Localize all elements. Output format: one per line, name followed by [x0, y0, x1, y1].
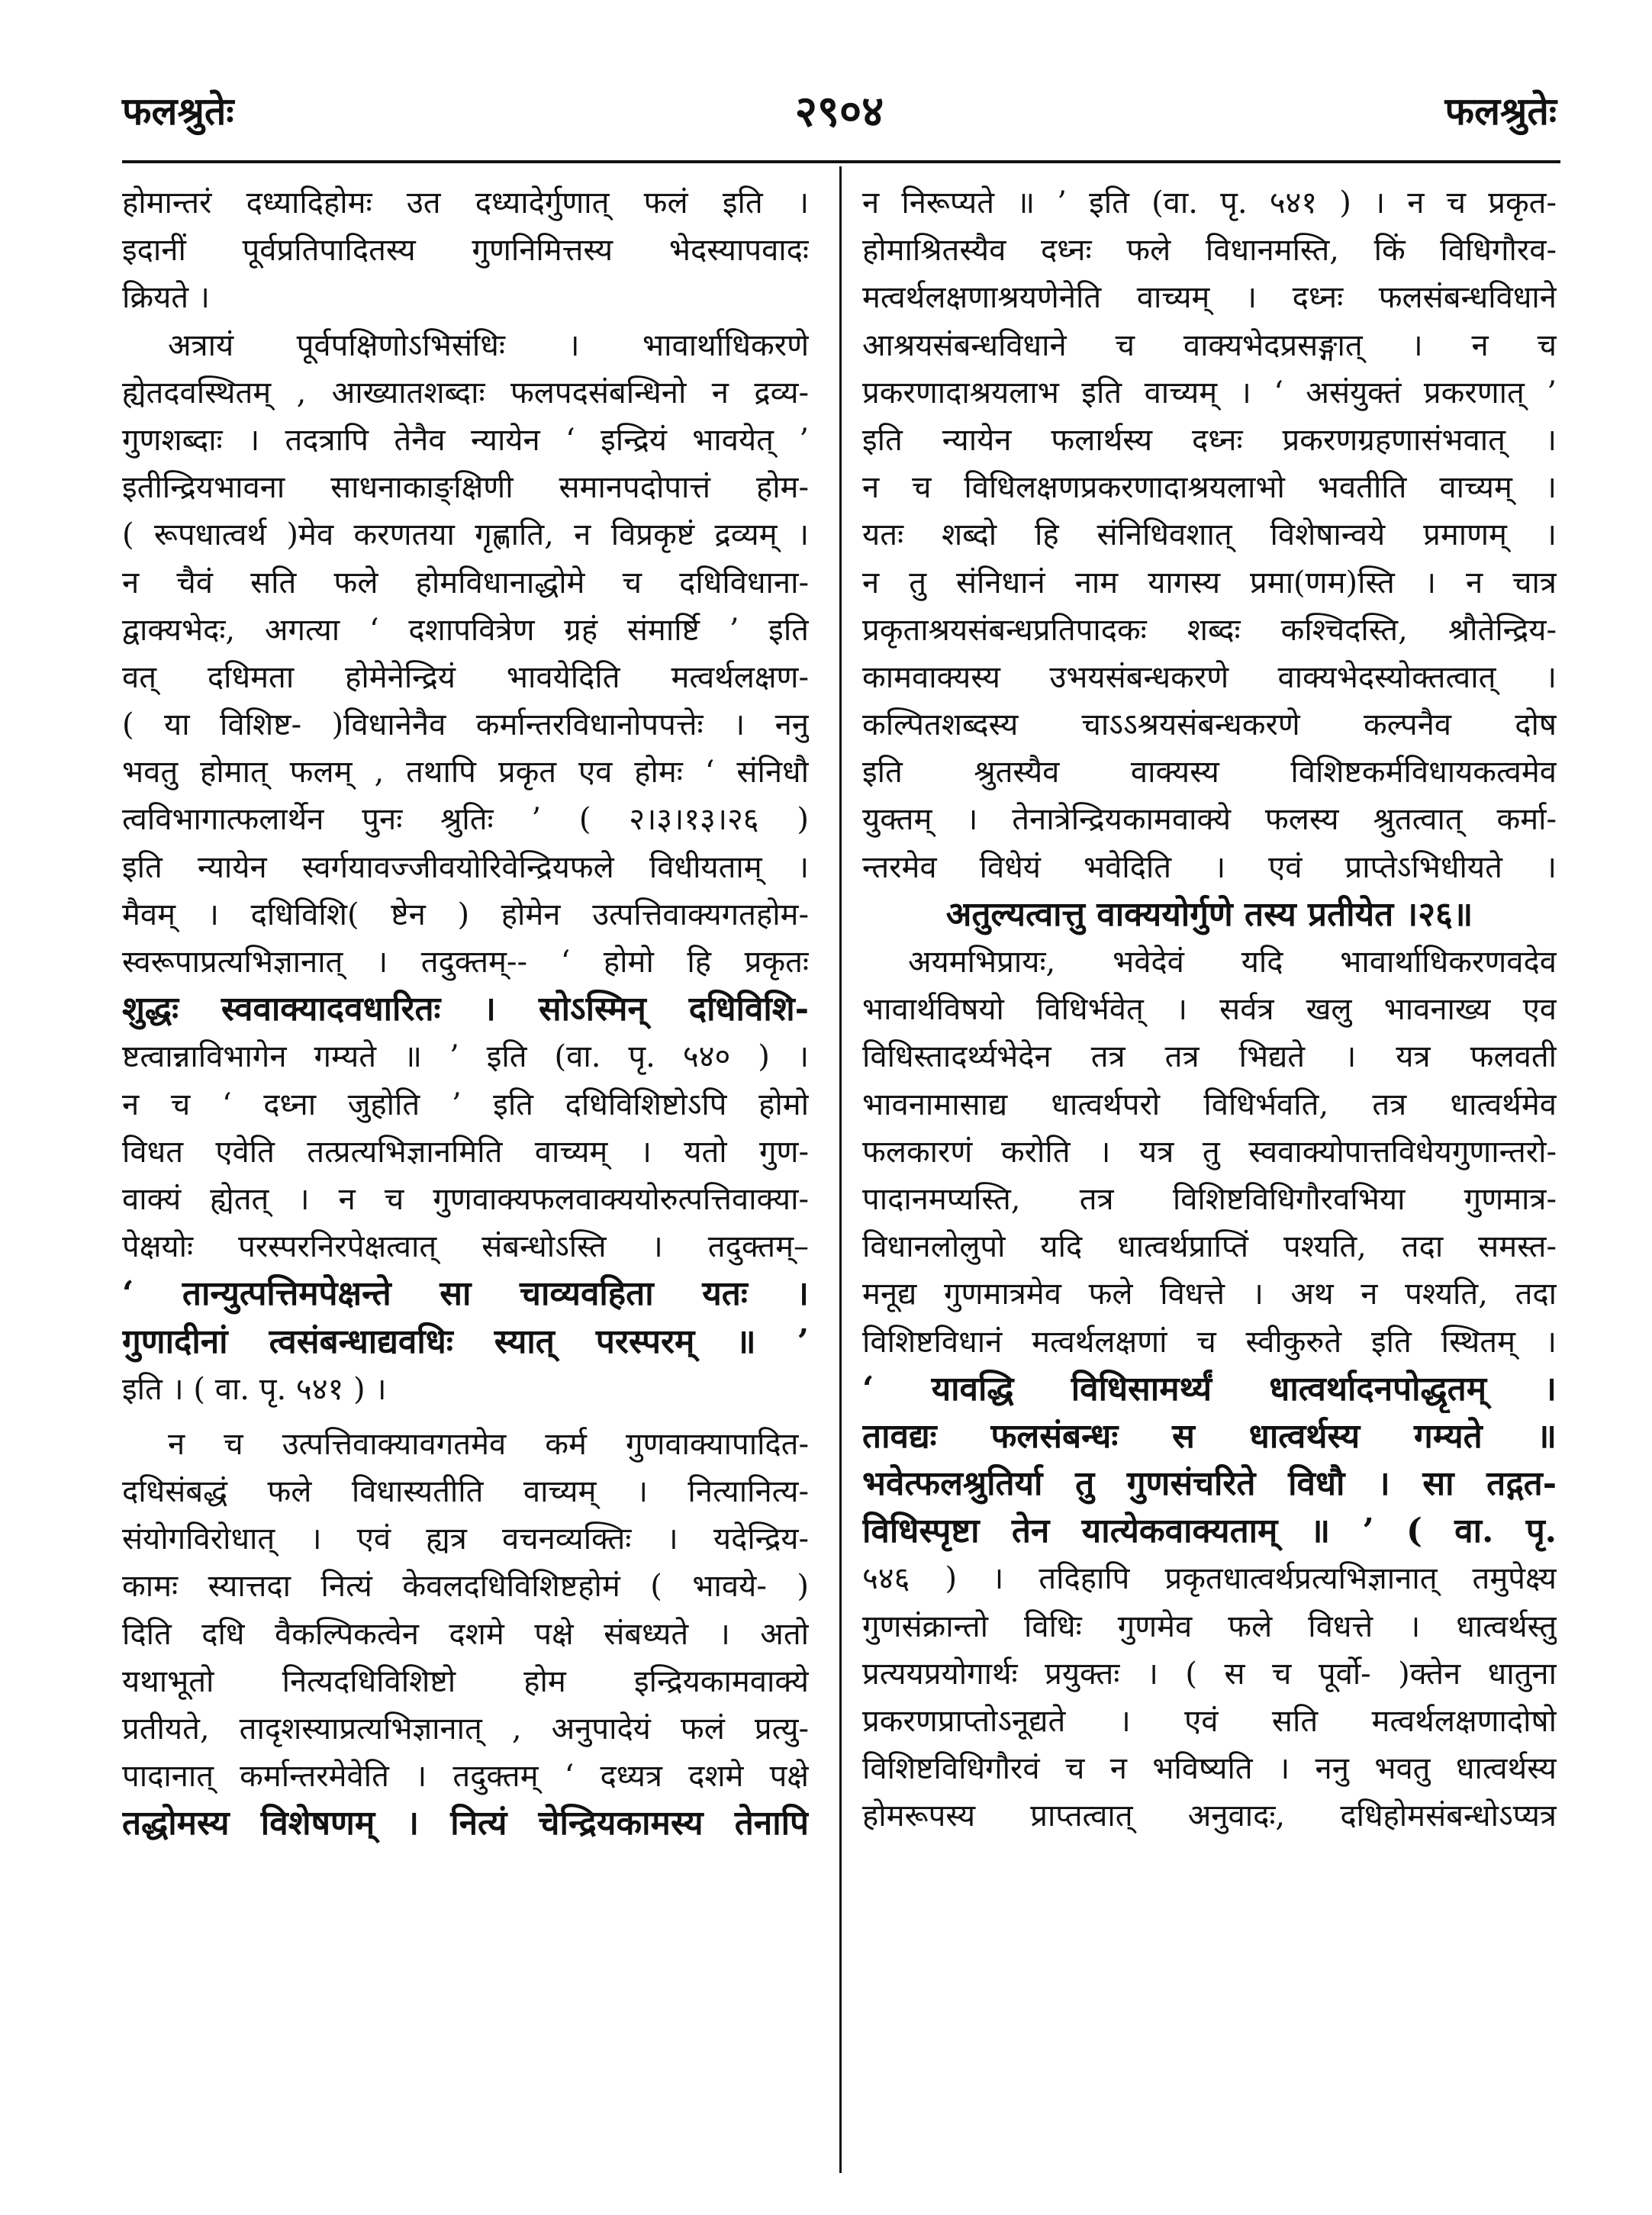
text-line: ‘ यावद्धि विधिसामर्थ्यं धात्वर्थादनपोद्धृतम् । — [862, 1369, 1557, 1409]
text-line: इदानीं पूर्वप्रतिपादितस्य गुणनिमित्तस्य भेदस्यापवादः — [122, 233, 809, 269]
text-line: यतः शब्दो हि संनिधिवशात् विशेषान्वये प्रमाणम् । — [862, 517, 1557, 553]
header-right-title: फलश्रुतेः — [1444, 89, 1557, 134]
text-line: न तु संनिधानं नाम यागस्य प्रमा(णम)स्ति । न चात्र — [862, 565, 1557, 600]
text-line: तावद्यः फलसंबन्धः स धात्वर्थस्य गम्यते ॥ — [862, 1416, 1557, 1456]
text-line: कल्पितशब्दस्य चाऽऽश्रयसंबन्धकरणे कल्पनैव दोष — [862, 707, 1557, 743]
text-line: गुणसंक्रान्तो विधिः गुणमेव फले विधत्ते । धात्वर्थस्तु — [862, 1608, 1557, 1644]
text-line: मैवम् । दधिविशि( ष्टेन ) होमेन उत्पत्तिवाक्यगतहोम- — [122, 897, 809, 932]
text-line: युक्तम् । तेनात्रेन्द्रियकामवाक्ये फलस्य श्रुतत्वात् कर्मा- — [862, 802, 1557, 838]
text-line: विधानलोलुपो यदि धात्वर्थप्राप्तिं पश्यति, तदा समस्त- — [862, 1229, 1557, 1265]
text-line: भवेत्फलश्रुतिर्या तु गुणसंचरिते विधौ । सा तद्गत- — [862, 1464, 1557, 1504]
text-line: प्रत्ययप्रयोगार्थः प्रयुक्तः । ( स च पूर्वो- )क्तेन धातुना — [862, 1656, 1557, 1692]
text-line: न्तरमेव विधेयं भवेदिति । एवं प्राप्तेऽभिधीयते । — [862, 849, 1557, 885]
text-line: प्रकरणादाश्रयलाभ इति वाच्यम् । ‘ असंयुक्तं प्रकरणात् ’ — [862, 375, 1557, 410]
text-line: होमरूपस्य प्राप्तत्वात् अनुवादः, दधिहोमसंबन्धोऽप्यत्र — [862, 1798, 1557, 1834]
text-line: ( रूपधात्वर्थ )मेव करणतया गृह्णाति, न विप्रकृष्टं द्रव्यम् । — [122, 517, 809, 553]
header-left-title: फलश्रुतेः — [122, 89, 234, 134]
text-line: दिति दधि वैकल्पिकत्वेन दशमे पक्षे संबध्यते । अतो — [122, 1616, 809, 1652]
text-line: न निरूप्यते ॥ ’ इति (वा. पृ. ५४१ ) । न च प्रकृत- — [862, 185, 1557, 221]
text-line: गुणशब्दाः । तदत्रापि तेनैव न्यायेन ‘ इन्द्रियं भावयेत् ’ — [122, 422, 809, 458]
text-line: न च उत्पत्तिवाक्यावगतमेव कर्म गुणवाक्यापादित- — [168, 1426, 809, 1462]
text-line: विशिष्टविधिगौरवं च न भविष्यति । ननु भवतु धात्वर्थस्य — [862, 1751, 1557, 1787]
text-line: तद्धोमस्य विशेषणम् । नित्यं चेन्द्रियकामस्य तेनापि — [122, 1804, 809, 1843]
text-line: विधिस्पृष्टा तेन यात्येकवाक्यताम् ॥ ’ ( वा. पृ. — [862, 1512, 1557, 1551]
text-line: संयोगविरोधात् । एवं ह्यत्र वचनव्यक्तिः । यदेन्द्रिय- — [122, 1521, 809, 1557]
text-line: अयमभिप्रायः, भवेदेवं यदि भावार्थाधिकरणवदेव — [908, 945, 1557, 980]
text-line: न चैवं सति फले होमविधानाद्धोमे च दधिविधाना- — [122, 565, 809, 600]
text-line: होमाश्रितस्यैव दध्नः फले विधानमस्ति, किं विधिगौरव- — [862, 233, 1557, 269]
text-line: होमान्तरं दध्यादिहोमः उत दध्यादेर्गुणात् फलं इति । — [122, 185, 809, 221]
left-column — [122, 179, 809, 2171]
text-line: विधत एवेति तत्प्रत्यभिज्ञानमिति वाच्यम् । यतो गुण- — [122, 1134, 809, 1170]
text-line: गुणादीनां त्वसंबन्धाद्यवधिः स्यात् परस्परम् ॥ ’ — [122, 1322, 809, 1361]
column-divider — [839, 166, 842, 2173]
text-line: भावनामासाद्य धात्वर्थपरो विधिर्भवति, तत्र धात्वर्थमेव — [862, 1087, 1557, 1122]
text-line: द्वाक्यभेदः, अगत्या ‘ दशापवित्रेण ग्रहं संमार्ष्टि ’ इति — [122, 612, 809, 648]
text-line: भवतु होमात् फलम् , तथापि प्रकृत एव होमः ‘ संनिधौ — [122, 755, 809, 790]
text-line: कामः स्यात्तदा नित्यं केवलदधिविशिष्टहोमं ( भावये- ) — [122, 1569, 809, 1605]
text-line: मत्वर्थलक्षणाश्रयणेनेति वाच्यम् । दध्नः फलसंबन्धविधाने — [862, 280, 1557, 316]
text-line: भावार्थविषयो विधिर्भवेत् । सर्वत्र खलु भावनाख्य एव — [862, 992, 1557, 1028]
text-line: इति । ( वा. पृ. ५४१ ) । — [122, 1371, 387, 1407]
text-line: प्रकृताश्रयसंबन्धप्रतिपादकः शब्दः कश्चिदस्ति, श्रौतेन्द्रिय- — [862, 612, 1557, 648]
text-line: ह्येतदवस्थितम् , आख्यातशब्दाः फलपदसंबन्धिनो न द्रव्य- — [122, 375, 809, 410]
text-line: अतुल्यत्वात्तु वाक्ययोर्गुणे तस्य प्रतीयेत ।२६॥ — [945, 894, 1473, 934]
text-line: इति न्यायेन फलार्थस्य दध्नः प्रकरणग्रहणासंभवात् । — [862, 422, 1557, 458]
text-line: पादानमप्यस्ति, तत्र विशिष्टविधिगौरवभिया गुणमात्र- — [862, 1181, 1557, 1217]
page-number: २९०४ — [794, 86, 884, 137]
text-line — [122, 1413, 809, 1421]
text-line: ‘ तान्युत्पत्तिमपेक्षन्ते सा चाव्यवहिता यतः । — [122, 1274, 809, 1314]
text-line: क्रियते । — [122, 280, 210, 316]
running-header — [122, 76, 1557, 145]
text-line: शुद्धः स्ववाक्यादवधारितः । सोऽस्मिन् दधिविशि- — [122, 990, 809, 1029]
text-line: न च विधिलक्षणप्रकरणादाश्रयलाभो भवतीति वाच्यम् । — [862, 470, 1557, 506]
text-line: न च ‘ दध्ना जुहोति ’ इति दधिविशिष्टोऽपि होमो — [122, 1087, 809, 1122]
text-line: आश्रयसंबन्धविधाने च वाक्यभेदप्रसङ्गात् । न च — [862, 327, 1557, 363]
text-line: स्वरूपाप्रत्यभिज्ञानात् । तदुक्तम्-- ‘ होमो हि प्रकृतः — [122, 945, 809, 980]
text-line: इति श्रुतस्यैव वाक्यस्य विशिष्टकर्मविधायकत्वमेव — [862, 755, 1557, 790]
text-line: ( या विशिष्ट- )विधानेनैव कर्मान्तरविधानोपपत्तेः । ननु — [122, 707, 809, 743]
text-line: पादानात् कर्मान्तरमेवेति । तदुक्तम् ‘ दध्यत्र दशमे पक्षे — [122, 1759, 809, 1795]
text-line: मनूद्य गुणमात्रमेव फले विधत्ते । अथ न पश्यति, तदा — [862, 1277, 1557, 1312]
text-line: प्रकरणप्राप्तोऽनूद्यते । एवं सति मत्वर्थलक्षणादोषो — [862, 1704, 1557, 1739]
right-column — [862, 179, 1557, 2171]
text-line: त्वविभागात्फलार्थेन पुनः श्रुतिः ’ ( २।३।१३।२६ ) — [122, 802, 809, 838]
text-line: ष्टत्वान्नाविभागेन गम्यते ॥ ’ इति (वा. पृ. ५४० ) । — [122, 1039, 809, 1075]
text-line: फलकारणं करोति । यत्र तु स्ववाक्योपात्तविधेयगुणान्तरो- — [862, 1134, 1557, 1170]
text-line: विधिस्तादर्थ्यभेदेन तत्र तत्र भिद्यते । यत्र फलवती — [862, 1039, 1557, 1075]
text-line: यथाभूतो नित्यदधिविशिष्टो होम इन्द्रियकामवाक्ये — [122, 1663, 809, 1699]
text-line: पेक्षयोः परस्परनिरपेक्षत्वात् संबन्धोऽस्ति । तदुक्तम्– — [122, 1229, 809, 1265]
text-line: अत्रायं पूर्वपक्षिणोऽभिसंधिः । भावार्थाधिकरणे — [168, 327, 809, 363]
text-line: वाक्यं ह्येतत् । न च गुणवाक्यफलवाक्ययोरुत्पत्तिवाक्या- — [122, 1181, 809, 1217]
text-line: विशिष्टविधानं मत्वर्थलक्षणां च स्वीकुरुते इति स्थितम् । — [862, 1324, 1557, 1360]
text-line: प्रतीयते, तादृशस्याप्रत्यभिज्ञानात् , अनुपादेयं फलं प्रत्यु- — [122, 1711, 809, 1747]
text-line: इतीन्द्रियभावना साधनाकाङ्क्षिणी समानपदोपात्तं होम- — [122, 470, 809, 506]
text-line: दधिसंबद्धं फले विधास्यतीति वाच्यम् । नित्यानित्य- — [122, 1474, 809, 1510]
text-line: वत् दधिमता होमेनेन्द्रियं भावयेदिति मत्वर्थलक्षण- — [122, 659, 809, 695]
text-line: कामवाक्यस्य उभयसंबन्धकरणे वाक्यभेदस्योक्तत्वात् । — [862, 659, 1557, 695]
text-line: इति न्यायेन स्वर्गयावज्जीवयोरिवेन्द्रियफले विधीयताम् । — [122, 849, 809, 885]
text-line: ५४६ ) । तदिहापि प्रकृतधात्वर्थप्रत्यभिज्ञानात् तमुपेक्ष्य — [862, 1561, 1557, 1597]
header-rule — [122, 160, 1560, 163]
